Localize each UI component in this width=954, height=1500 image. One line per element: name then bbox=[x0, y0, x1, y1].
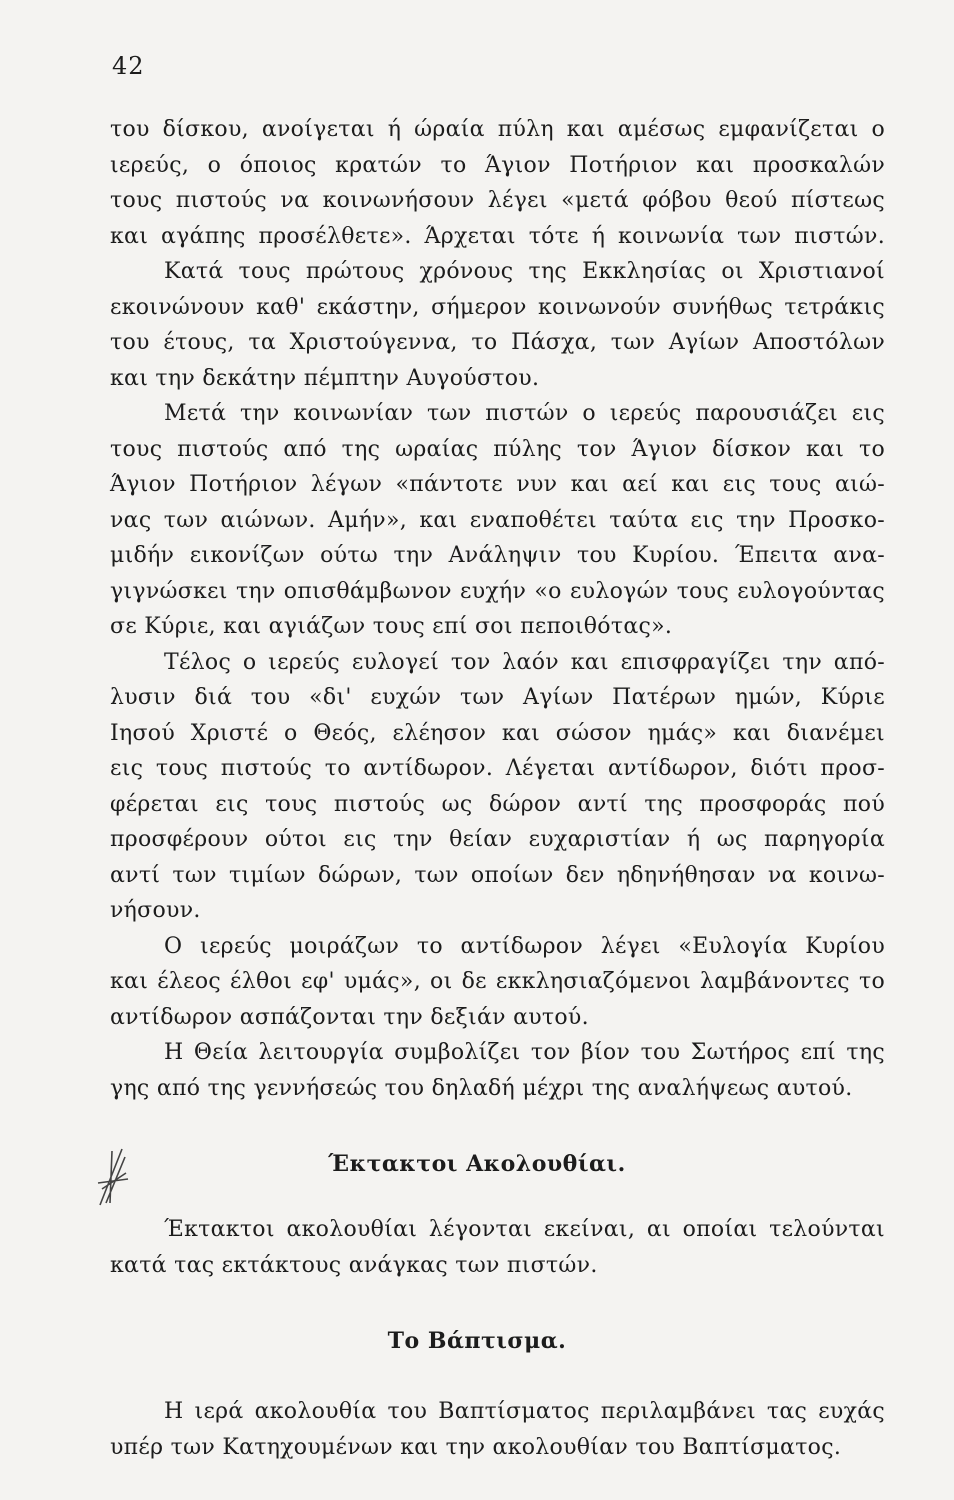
text-line: εις τους πιστούς το αντίδωρον. Λέγεται αντίδωρον, διότι προσ- bbox=[110, 756, 885, 781]
text-line: και έλεος έλθοι εφ' υμάς», οι δε εκκλησιαζόμενοι λαμβάνοντες το bbox=[110, 969, 885, 994]
text-line: νας των αιώνων. Αμήν», και εναποθέτει ταύτα εις την Προσκο- bbox=[110, 507, 885, 533]
text-line: φέρεται εις τους πιστούς ως δώρον αντί της προσφοράς πού bbox=[110, 791, 885, 817]
body-text-section-2 bbox=[110, 1212, 885, 1283]
text-line: εκοινώνουν καθ' εκάστην, σήμερον κοινωνούν συνήθως τετράκις bbox=[110, 294, 885, 320]
section-heading-baptism: Το Βάπτισμα. bbox=[387, 1328, 567, 1354]
text-line: μιδήν εικονίζων ούτω την Ανάληψιν του Κυρίου. Έπειτα ανα- bbox=[110, 543, 885, 568]
text-line: Τέλος ο ιερεύς ευλογεί τον λαόν και επισφραγίζει την από- bbox=[164, 649, 885, 675]
text-line: υπέρ των Κατηχουμένων και την ακολουθίαν του Βαπτίσματος. bbox=[110, 1434, 842, 1460]
text-line: του δίσκου, ανοίγεται ή ώραία πύλη και αμέσως εμφανίζεται ο bbox=[110, 117, 885, 142]
text-line: τους πιστούς να κοινωνήσουν λέγει «μετά φόβου θεού πίστεως bbox=[110, 188, 885, 213]
text-line: νήσουν. bbox=[110, 898, 201, 923]
text-line: Μετά την κοινωνίαν των πιστών ο ιερεύς παρουσιάζει εις bbox=[164, 401, 885, 426]
text-line: Άγιον Ποτήριον λέγων «πάντοτε νυν και αεί και εις τους αιώ- bbox=[110, 472, 885, 497]
text-line: και αγάπης προσέλθετε». Άρχεται τότε ή κοινωνία των πιστών. bbox=[110, 223, 885, 249]
text-line: Η Θεία λειτουργία συμβολίζει τον βίον του Σωτήρος επί της bbox=[164, 1040, 885, 1065]
text-line: λυσιν διά του «δι' ευχών των Αγίων Πατέρων ημών, Κύριε bbox=[110, 685, 885, 710]
text-line: Έκτακτοι ακολουθίαι λέγονται εκείναι, αι οποίαι τελούνται bbox=[164, 1217, 885, 1242]
text-line: αντί των τιμίων δώρων, των οποίων δεν ηδηνήθησαν να κοινω- bbox=[110, 862, 885, 888]
page-number: 42 bbox=[112, 52, 145, 80]
text-line: προσφέρουν ούτοι εις την θείαν ευχαριστίαν ή ως παρηγορία bbox=[110, 827, 885, 852]
text-line: γιγνώσκει την οπισθάμβωνον ευχήν «ο ευλογών τους ευλογούντας bbox=[110, 578, 885, 604]
text-line: Ο ιερεύς μοιράζων το αντίδωρον λέγει «Ευλογία Κυρίου bbox=[164, 933, 885, 959]
text-line: γης από της γεννήσεώς του δηλαδή μέχρι της αναλήψεως αυτού. bbox=[110, 1075, 853, 1101]
text-line: του έτους, τα Χριστούγεννα, το Πάσχα, των Αγίων Αποστόλων bbox=[110, 330, 885, 355]
text-line: ιερεύς, ο όποιος κρατών το Άγιον Ποτήριον και προσκαλών bbox=[110, 152, 885, 178]
text-line: κατά τας εκτάκτους ανάγκας των πιστών. bbox=[110, 1252, 598, 1278]
body-text-section-1 bbox=[110, 112, 885, 1106]
body-text-section-3 bbox=[110, 1394, 885, 1465]
text-line: τους πιστούς από της ωραίας πύλης τον Άγιον δίσκον και το bbox=[110, 436, 885, 462]
section-heading-extraordinary-services: Έκτακτοι Ακολουθίαι. bbox=[328, 1151, 626, 1177]
text-line: και την δεκάτην πέμπτην Αυγούστου. bbox=[110, 365, 540, 391]
text-line: σε Κύριε, και αγιάζων τους επί σοι πεποιθότας». bbox=[110, 614, 673, 639]
text-line: Κατά τους πρώτους χρόνους της Εκκλησίας οι Χριστιανοί bbox=[164, 259, 885, 284]
text-line: Ιησού Χριστέ ο Θεός, ελέησον και σώσον ημάς» και διανέμει bbox=[110, 720, 885, 746]
text-line: αντίδωρον ασπάζονται την δεξιάν αυτού. bbox=[110, 1004, 589, 1030]
text-line: Η ιερά ακολουθία του Βαπτίσματος περιλαμβάνει τας ευχάς bbox=[164, 1399, 885, 1424]
